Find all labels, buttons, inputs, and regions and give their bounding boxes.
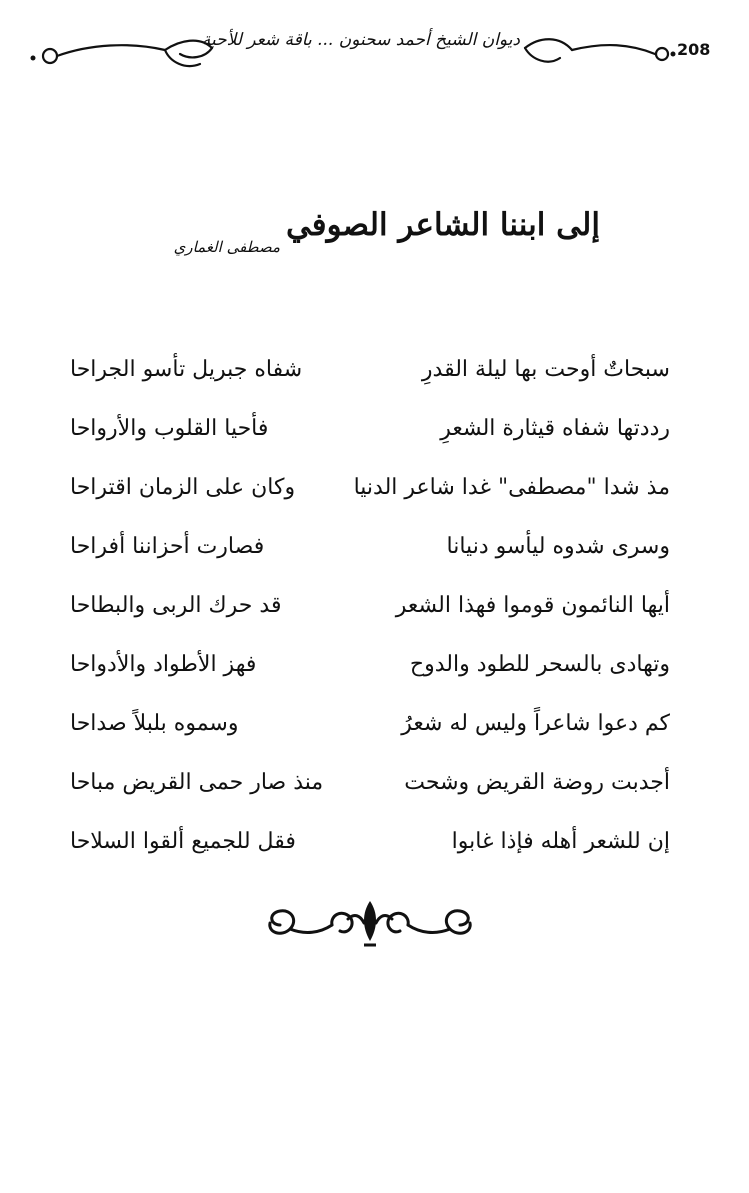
page-number: 208: [677, 40, 711, 59]
verse-second-hemistich: منذ صار حمى القريض مباحا: [70, 770, 324, 795]
verse-first-hemistich: وتهادى بالسحر للطود والدوح: [409, 652, 670, 677]
verse-row: [70, 645, 670, 704]
poem-title: إلى ابننا الشاعر الصوفي: [285, 207, 600, 243]
verse-first-hemistich: رددتها شفاه قيثارة الشعرِ: [440, 416, 670, 441]
verse-first-hemistich: أجدبت روضة القريض وشحت: [404, 770, 670, 795]
verse-second-hemistich: فقل للجميع ألقوا السلاحا: [70, 829, 296, 854]
verse-first-hemistich: سبحاتٌ أوحت بها ليلة القدرِ: [421, 357, 670, 382]
verse-first-hemistich: أيها النائمون قوموا فهذا الشعر: [395, 593, 670, 618]
verse-row: [70, 409, 670, 468]
verse-row: [70, 822, 670, 881]
verse-row: [70, 586, 670, 645]
verse-first-hemistich: مذ شدا "مصطفى" غدا شاعر الدنيا: [353, 475, 670, 500]
page-header: [0, 0, 749, 100]
verse-second-hemistich: وسموه بلبلاً صداحا: [70, 711, 239, 736]
verse-first-hemistich: إن للشعر أهله فإذا غابوا: [451, 829, 670, 854]
verse-second-hemistich: شفاه جبريل تأسو الجراحا: [70, 357, 303, 382]
verse-first-hemistich: وسرى شدوه ليأسو دنيانا: [446, 534, 670, 559]
verse-first-hemistich: كم دعوا شاعراً وليس له شعرُ: [401, 711, 670, 736]
verse-second-hemistich: فأحيا القلوب والأرواحا: [70, 416, 269, 441]
verse-second-hemistich: قد حرك الربى والبطاحا: [70, 593, 282, 618]
poem-author: مصطفى الغماري: [173, 238, 280, 256]
verse-second-hemistich: وكان على الزمان اقتراحا: [70, 475, 296, 500]
verse-row: [70, 763, 670, 822]
ornament-divider-icon: [260, 895, 480, 955]
running-title: ديوان الشيخ أحمد سحنون ... باقة شعر للأحبة: [201, 30, 520, 50]
verse-row: [70, 468, 670, 527]
verse-row: [70, 350, 670, 409]
poem-body: [70, 350, 670, 881]
verse-row: [70, 527, 670, 586]
verse-second-hemistich: فهز الأطواد والأدواحا: [70, 652, 257, 677]
verse-second-hemistich: فصارت أحزاننا أفراحا: [70, 534, 265, 559]
verse-row: [70, 704, 670, 763]
header-flourish-icon: [0, 0, 749, 100]
